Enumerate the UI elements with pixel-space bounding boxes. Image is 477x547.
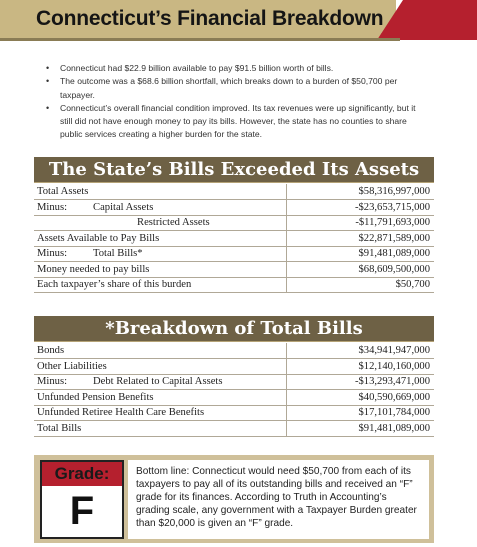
row-label-cell [34, 277, 286, 293]
row-label-cell [34, 262, 286, 278]
page-title: Connecticut’s Financial Breakdown [36, 7, 384, 30]
row-prefix: Minus: [37, 248, 68, 260]
assets-table [34, 184, 434, 293]
row-label-cell [34, 374, 286, 390]
row-label: Restricted Assets [137, 217, 210, 229]
row-value: $17,101,784,000 [286, 405, 434, 421]
grade-explanation: Bottom line: Connecticut would need $50,700 from each of its taxpayers to pay all of its outstanding bills and received an “F” grade for its finances. According to Truth in Accounting’s grading scale, any government with a Taxpayer Burden greater than $20,000 is given an “F” grade. [128, 460, 429, 539]
table-row [34, 200, 434, 216]
table-row [34, 215, 434, 231]
row-value: $50,700 [286, 277, 434, 293]
row-label-cell [34, 215, 286, 231]
row-prefix: Minus: [37, 201, 68, 213]
table-row [34, 343, 434, 359]
row-value: $34,941,947,000 [286, 343, 434, 359]
row-value: $58,316,997,000 [286, 184, 434, 200]
row-label: Unfunded Retiree Health Care Benefits [37, 407, 205, 419]
row-label-cell [34, 405, 286, 421]
table-row [34, 390, 434, 406]
row-label: Money needed to pay bills [37, 263, 150, 275]
bills-table [34, 343, 434, 437]
assets-section-heading: The State’s Bills Exceeded Its Assets [34, 157, 434, 183]
grade-title: Grade: [42, 462, 122, 486]
row-label-cell [34, 246, 286, 262]
row-label: Total Bills* [93, 248, 143, 260]
bullet-item: • Connecticut’s overall financial condition improved. Its tax revenues were up significantly, but it still did not have enough money to pay its bills. However, the state has no counties to share public services creating a higher burden for the state. [44, 102, 424, 142]
row-prefix: Minus: [37, 376, 68, 388]
row-label-cell [34, 184, 286, 200]
table-row [34, 405, 434, 421]
row-value: $91,481,089,000 [286, 421, 434, 437]
row-label: Total Assets [37, 186, 89, 197]
table-row [34, 246, 434, 262]
row-value: $91,481,089,000 [286, 246, 434, 262]
row-value: $22,871,589,000 [286, 231, 434, 247]
row-label: Total Bills [37, 422, 82, 434]
row-label: Each taxpayer’s share of this burden [37, 279, 192, 291]
table-row [34, 231, 434, 247]
row-value: $40,590,669,000 [286, 390, 434, 406]
row-label: Bonds [37, 345, 65, 356]
bills-section-heading: *Breakdown of Total Bills [34, 316, 434, 342]
row-value: -$23,653,715,000 [286, 200, 434, 216]
row-label-cell [34, 421, 286, 437]
grade-letter: F [69, 489, 95, 533]
grade-badge [40, 460, 124, 539]
row-label-cell [34, 200, 286, 216]
row-label: Assets Available to Pay Bills [37, 232, 160, 244]
table-row [34, 374, 434, 390]
bullet-item: • Connecticut had $22.9 billion available to pay $91.5 billion worth of bills. [44, 62, 424, 75]
table-row [34, 184, 434, 200]
row-value: $68,609,500,000 [286, 262, 434, 278]
row-label-cell [34, 343, 286, 359]
table-row [34, 262, 434, 278]
header-stripe [0, 38, 400, 41]
header-banner [0, 0, 477, 44]
table-row [34, 277, 434, 293]
row-label-cell [34, 390, 286, 406]
row-value: -$11,791,693,000 [286, 215, 434, 231]
summary-bullets [44, 62, 424, 142]
table-row [34, 421, 434, 437]
row-label: Unfunded Pension Benefits [37, 391, 154, 403]
row-label: Other Liabilities [37, 360, 107, 372]
row-label: Debt Related to Capital Assets [93, 376, 223, 388]
row-label: Capital Assets [93, 201, 154, 213]
table-row [34, 359, 434, 375]
row-label-cell [34, 359, 286, 375]
row-label-cell [34, 231, 286, 247]
row-value: $12,140,160,000 [286, 359, 434, 375]
row-value: -$13,293,471,000 [286, 374, 434, 390]
bullet-item: • The outcome was a $68.6 billion shortfall, which breaks down to a burden of $50,700 per taxpayer. [44, 75, 424, 102]
